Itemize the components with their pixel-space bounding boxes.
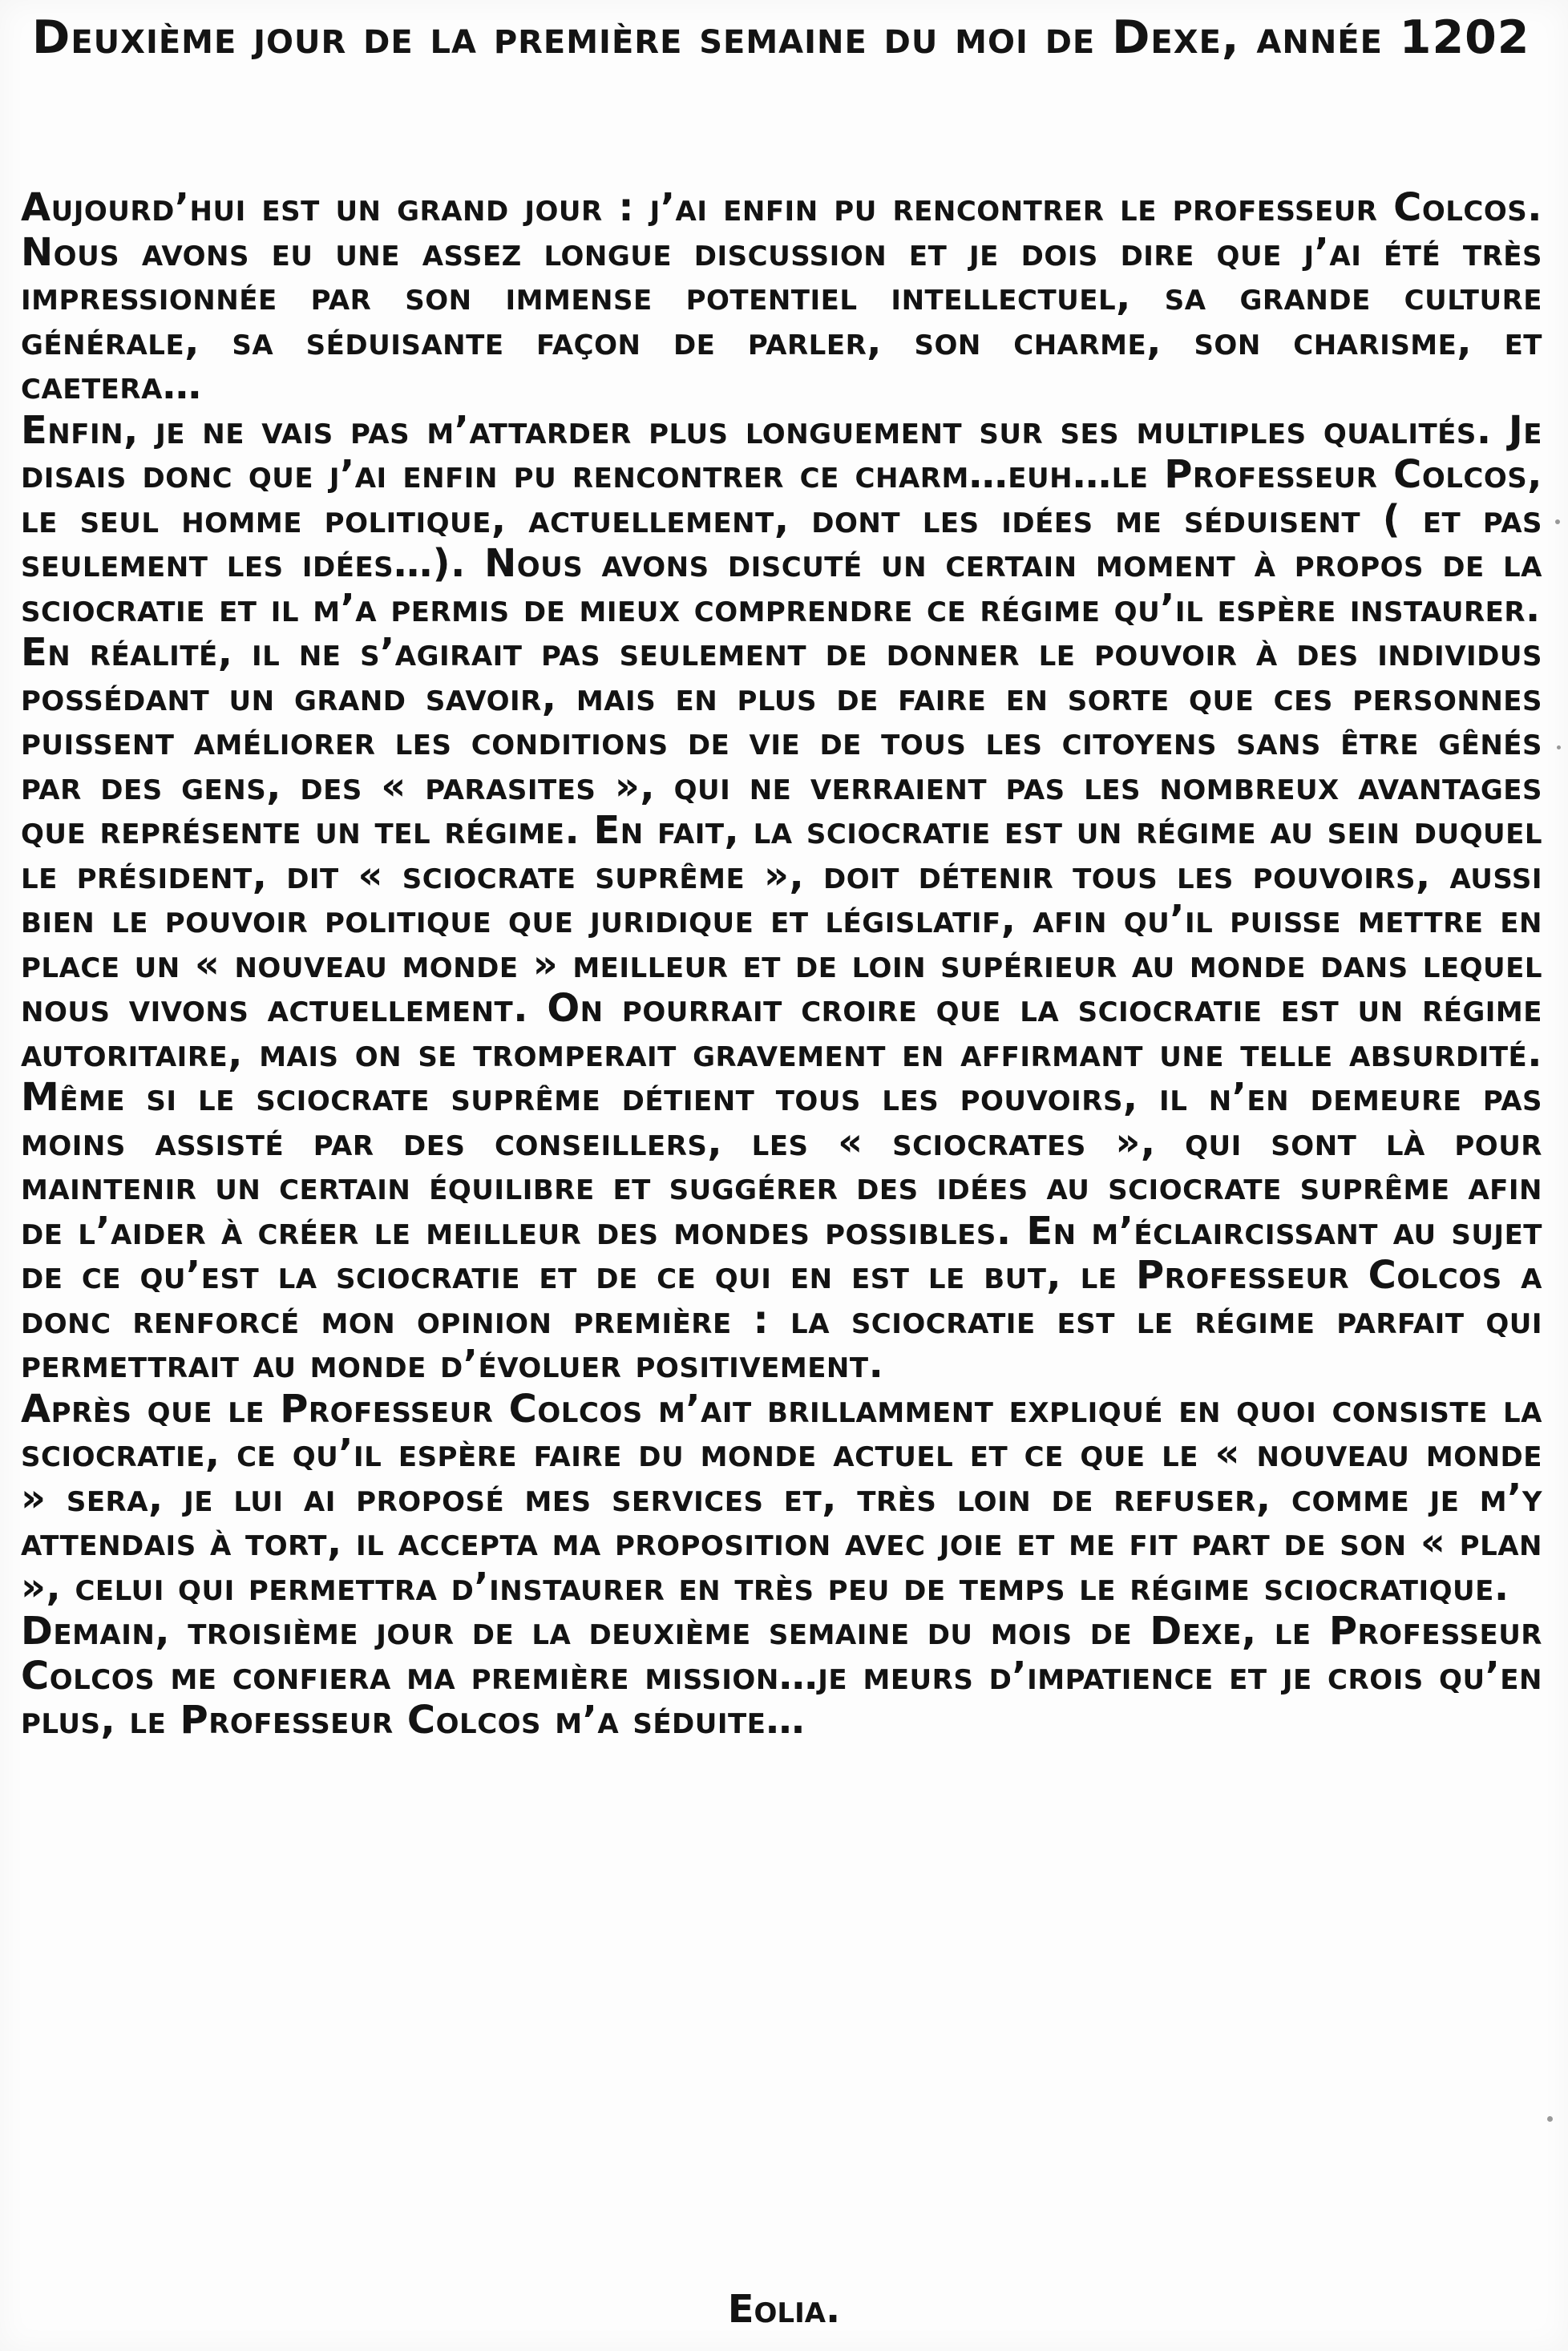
paragraph-qualities: Enfin, je ne vais pas m’attarder plus longuement sur ses multiples qualités. Je disais donc que j’ai enfin pu rencontrer ce charm…euh…le Professeur Colcos, le seul homme politique, actuellement, dont les idées me séduisent ( et pas seulement les idées…). Nous avons discuté un certain moment à propos de la sciocratie et il m’a permis de mieux comprendre ce régime qu’il espère instaurer. bbox=[21, 407, 1543, 631]
paragraph-tomorrow: Demain, troisième jour de la deuxième semaine du mois de Dexe, le Professeur Colcos me confiera ma première mission…je meurs d’impatience et je crois qu’en plus, le Professeur Colcos m’a séduite… bbox=[21, 1609, 1542, 1743]
scan-speck bbox=[1555, 519, 1560, 524]
diary-entry-date-heading: Deuxième jour de la première semaine du moi de Dexe, année 1202 bbox=[32, 11, 1530, 64]
scan-speck bbox=[1557, 745, 1561, 749]
paragraph-sciocratie: En réalité, il ne s’agirait pas seulement de donner le pouvoir à des individus possédant un grand savoir, mais en plus de faire en sorte que ces personnes puissent améliorer les conditions de vie de tous les citoyens sans être gênés par des gens, des « parasites », qui ne verraient pas les nombreux avantages que représente un tel régime. En fait, la sciocratie est un régime au sein duquel le président, dit « sciocrate suprême », doit détenir tous les pouvoirs, aussi bien le pouvoir politique que juridique et législatif, afin qu’il puisse mettre en place un « nouveau monde » meilleur et de loin supérieur au monde dans lequel nous vivons actuellement. On pourrait croire que la sciocratie est un régime autoritaire, mais on se tromperait gravement en affirmant une telle absurdité. Même si le sciocrate suprême détient tous les pouvoirs, il n’en demeure pas moins assisté par des conseillers, les « sciocrates », qui sont là pour maintenir un certain équilibre et suggérer des idées au sciocrate suprême afin de l’aider à créer le meilleur des mondes possibles. En m’éclaircissant au sujet de ce qu’est la sciocratie et de ce qui en est le but, le Professeur Colcos a donc renforcé mon opinion première : la sciocratie est le régime parfait qui permettrait au monde d’évoluer positivement. bbox=[21, 630, 1542, 1387]
paragraph-services: Après que le Professeur Colcos m’ait brillamment expliqué en quoi consiste la sciocratie, ce qu’il espère faire du monde actuel et ce que le « nouveau monde » sera, je lui ai proposé mes services et, très loin de refuser, comme je m’y attendais à tort, il accepta ma proposition avec joie et me fit part de son « plan », celui qui permettra d’instaurer en très peu de temps le régime sciocratique. bbox=[21, 1386, 1542, 1610]
signature: Eolia. bbox=[727, 2287, 841, 2332]
diary-entry-body bbox=[21, 186, 1542, 1743]
scan-speck bbox=[1547, 2116, 1553, 2122]
paragraph-meeting: Aujourd’hui est un grand jour : j’ai enfin pu rencontrer le professeur Colcos. Nous avons eu une assez longue discussion et je dois dire que j’ai été très impressionnée par son immense potentiel intellectuel, sa grande culture générale, sa séduisante façon de parler, son charme, son charisme, et caetera… bbox=[21, 185, 1542, 408]
